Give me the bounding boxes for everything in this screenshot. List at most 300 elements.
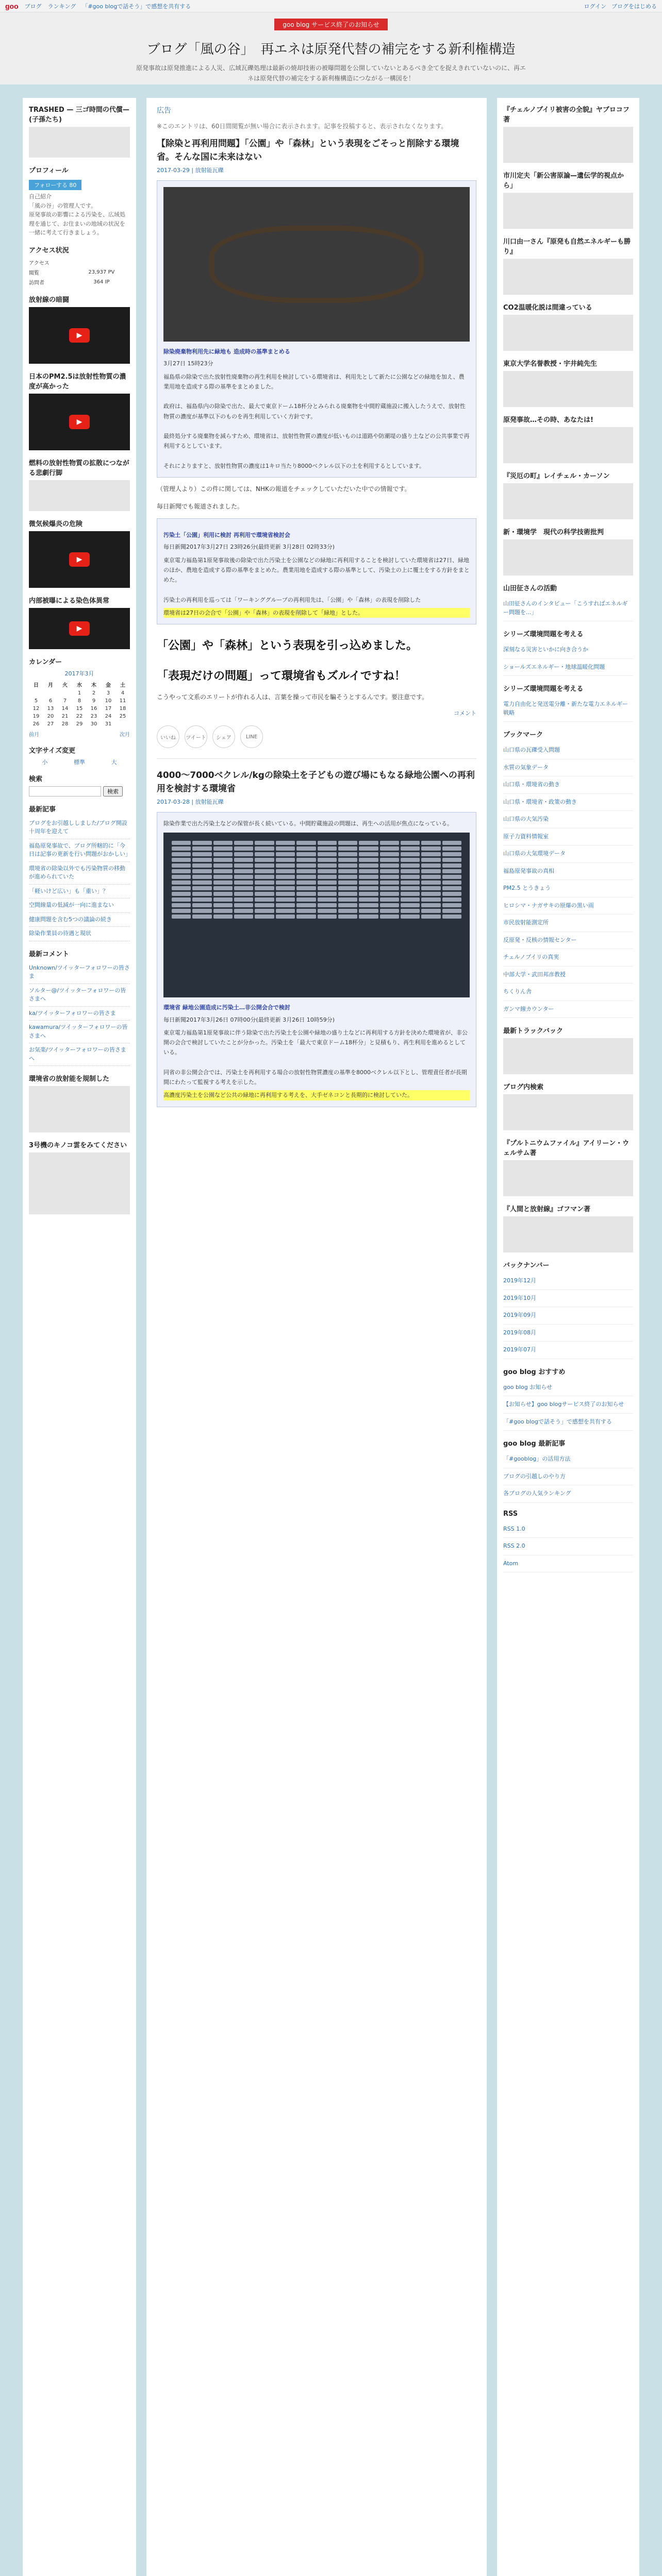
- photo-detail: [359, 886, 378, 890]
- photo-detail: [255, 880, 274, 885]
- video-thumbnail[interactable]: [29, 307, 130, 364]
- sidebar-link[interactable]: 山田征さんのインタビュー「こうすればエネルギー問題を...」: [503, 600, 628, 616]
- photo-detail: [421, 858, 440, 862]
- photo-detail: [359, 846, 378, 851]
- photo-detail: [296, 892, 316, 896]
- list-item: [503, 1290, 633, 1308]
- video-image[interactable]: [29, 480, 130, 511]
- video1-heading: 放射線の暗闘: [29, 296, 70, 304]
- photo-detail: [442, 892, 461, 896]
- photo-detail: [213, 903, 233, 907]
- photo-detail: [338, 869, 357, 873]
- photo-detail: [172, 880, 191, 885]
- calendar-day[interactable]: 28: [61, 721, 69, 727]
- post-date[interactable]: 2017-03-29 | 放射能瓦礫: [157, 167, 224, 174]
- quote-heading: 汚染土「公園」利用に検討 再利用で環境省検討会: [163, 532, 290, 539]
- comment-link[interactable]: コメント: [454, 710, 476, 717]
- photo-detail: [276, 875, 295, 879]
- photo-detail: [442, 841, 461, 845]
- photo-detail: [338, 880, 357, 885]
- list-item: [503, 659, 633, 676]
- list-item: [503, 880, 633, 897]
- quote-date: 毎日新聞2017年3月27日 23時26分(最終更新 3月28日 02時33分): [163, 544, 335, 551]
- post-body: （管理人より）この件に関しては、NHKの報道をチェックしていただいた中での情報です。: [157, 485, 411, 493]
- photo-detail: [338, 846, 357, 851]
- right-sidebar: [497, 98, 639, 2576]
- calendar-day[interactable]: 22: [76, 713, 83, 719]
- photo-detail: [359, 909, 378, 913]
- calendar-day-header: 土: [120, 682, 125, 688]
- photo-detail: [359, 858, 378, 862]
- recent-posts-list: [29, 817, 130, 941]
- quote-highlight: 環境省は27日の会合で「公園」や「森林」の表現を削除して「緑地」とした。: [163, 608, 470, 618]
- sidebar-link[interactable]: 「#goo blogで話そう」で感想を共有する: [503, 1418, 612, 1425]
- topbar-login-link[interactable]: ログイン: [584, 3, 606, 10]
- list-item: [503, 776, 633, 794]
- access-table: [29, 258, 130, 287]
- calendar-day[interactable]: 11: [119, 698, 126, 704]
- calendar-day[interactable]: 2: [92, 690, 96, 696]
- photo-detail: [338, 892, 357, 896]
- list-item: [503, 897, 633, 915]
- sidebar-link[interactable]: Atom: [503, 1560, 519, 1567]
- follow-count: 80: [69, 182, 77, 189]
- photo-detail: [213, 886, 233, 890]
- list-item: [503, 596, 633, 621]
- photo-detail: [276, 897, 295, 902]
- sidebar-link[interactable]: 原子力資料情報室: [503, 833, 549, 840]
- calendar-day[interactable]: 10: [105, 698, 112, 704]
- list-item: 福島原発事故で、ブログ所轄的に「今日は記事の更新を行い問題がおかしい」: [29, 839, 130, 862]
- sidebar-image[interactable]: [503, 1216, 633, 1252]
- photo-detail: [442, 875, 461, 879]
- calendar-day[interactable]: 17: [105, 705, 112, 711]
- sidebar-link[interactable]: RSS 2.0: [503, 1543, 525, 1549]
- photo-detail: [380, 858, 399, 862]
- photo-detail: [172, 841, 191, 845]
- calendar-day[interactable]: 24: [105, 713, 112, 719]
- calendar-day[interactable]: 12: [32, 705, 40, 711]
- photo-detail: [421, 903, 440, 907]
- photo-detail: [401, 875, 420, 879]
- blog-header: [0, 12, 662, 84]
- sidebar-section-heading: 『チェルノブイリ被害の全貌』ヤブロコフ著: [503, 106, 630, 124]
- list-item: [503, 1001, 633, 1019]
- photo-detail: [442, 914, 461, 919]
- photo-detail: [421, 863, 440, 868]
- photo-detail: [255, 846, 274, 851]
- photo-detail: [276, 909, 295, 913]
- recent-posts-heading: 最新記事: [29, 805, 56, 814]
- search-button[interactable]: 検索: [103, 786, 123, 796]
- photo-detail: [442, 897, 461, 902]
- photo-detail: [296, 880, 316, 885]
- photo-detail: [380, 886, 399, 890]
- sidebar-link[interactable]: ショールズエネルギー・地球温暖化問題: [503, 663, 605, 670]
- like-icon[interactable]: いいね: [157, 725, 179, 748]
- profile-header[interactable]: TRASHED — 三ゴ時間の代償—(子孫たち): [29, 106, 129, 124]
- sidebar-link[interactable]: 福島原発事故の真相: [503, 867, 554, 874]
- topbar-link-share[interactable]: 「#goo blogで話そう」で感想を共有する: [82, 3, 191, 10]
- list-item: お気楽/ツイッターフォロワーの皆さまへ: [29, 1043, 130, 1066]
- photo-detail: [255, 852, 274, 856]
- photo-detail: [401, 852, 420, 856]
- photo-detail: [401, 897, 420, 902]
- line-icon[interactable]: LINE: [240, 725, 263, 748]
- sidebar-section-heading: goo blog 最新記事: [503, 1440, 566, 1448]
- photo-detail: [359, 903, 378, 907]
- photo-detail: [276, 914, 295, 919]
- extra-heading: 3号機のキノコ雲をみてください: [29, 1142, 127, 1150]
- sidebar-image[interactable]: [503, 259, 633, 295]
- photo-detail: [296, 909, 316, 913]
- sidebar-link[interactable]: 2019年07月: [503, 1346, 536, 1353]
- photo-detail: [359, 841, 378, 845]
- access-row: [29, 258, 130, 267]
- calendar-day[interactable]: 6: [48, 698, 53, 704]
- sidebar-section-heading: 『プルトニウムファイル』アイリーン・ウェルサム著: [503, 1140, 630, 1157]
- calendar-day: [29, 689, 43, 697]
- calendar-day: [115, 720, 130, 728]
- photo-detail: [296, 863, 316, 868]
- photo-detail: [276, 863, 295, 868]
- photo-detail: [442, 846, 461, 851]
- photo-detail: [234, 914, 253, 919]
- sidebar-image[interactable]: [503, 483, 633, 519]
- video4-heading: 微気候爆炎の危険: [29, 520, 83, 528]
- font-standard-link[interactable]: 標準: [73, 758, 85, 766]
- play-icon: ▶: [69, 552, 90, 567]
- sidebar-image: [29, 1153, 130, 1214]
- photo-detail: [192, 863, 211, 868]
- goo-logo[interactable]: goo: [5, 2, 19, 10]
- photo-detail: [380, 852, 399, 856]
- photo-detail: [192, 869, 211, 873]
- calendar-day[interactable]: 30: [90, 721, 97, 727]
- sidebar-image[interactable]: [503, 539, 633, 575]
- list-item: [503, 949, 633, 967]
- photo-detail: [318, 863, 337, 868]
- calendar-day-header: 日: [34, 682, 39, 688]
- photo-detail: [192, 897, 211, 902]
- sidebar-link[interactable]: 山口県の瓦礫受入問題: [503, 747, 560, 753]
- emphasis-text: 「表現だけの問題」って環境省もズルイですね！: [157, 670, 406, 683]
- calendar-day[interactable]: 27: [47, 721, 54, 727]
- photo-detail: [442, 880, 461, 885]
- list-item: [503, 641, 633, 659]
- photo-detail: [401, 909, 420, 913]
- topbar-start-blog-link[interactable]: ブログをはじめる: [611, 3, 657, 10]
- photo-detail: [296, 858, 316, 862]
- list-item: 除染作業員の待遇と現状: [29, 927, 130, 941]
- calendar-day-header: 金: [106, 682, 111, 688]
- calendar-day-header: 水: [77, 682, 82, 688]
- service-end-notice[interactable]: goo blog サービス終了のお知らせ: [274, 19, 387, 30]
- calendar-day[interactable]: 7: [63, 698, 67, 704]
- photo-detail: [380, 914, 399, 919]
- list-item: [503, 1379, 633, 1397]
- sidebar-link[interactable]: 「#gooblog」の活用方法: [503, 1455, 571, 1462]
- access-value: [73, 258, 130, 267]
- sidebar-link[interactable]: 市民放射能測定所: [503, 919, 549, 926]
- photo-detail: [213, 892, 233, 896]
- calendar-day[interactable]: 26: [32, 721, 40, 727]
- sidebar-link[interactable]: ちくりん舎: [503, 988, 532, 995]
- sidebar-section-heading: シリーズ環境問題を考える: [503, 685, 584, 693]
- photo-detail: [213, 852, 233, 856]
- photo-detail: [234, 897, 253, 902]
- left-sidebar: [23, 98, 136, 2576]
- photo-detail: [318, 875, 337, 879]
- photo-detail: [359, 897, 378, 902]
- photo-detail: [338, 858, 357, 862]
- photo-detail: [338, 886, 357, 890]
- photo-detail: [213, 846, 233, 851]
- quote-text: 東京電力福島第1原発事故後の除染で出た汚染土を公園などの緑地に再利用することを検討していた環境省は27日、緑地のほか、農地を造成する際の基準をまとめた。農業用地を造成する際の基準として、汚染土の上に覆土をする方針をまとめた。 汚染土の再利用を巡っては「ワーキンググループの再利用先は、「公園」や「森林」の表現を削除した: [163, 556, 470, 603]
- calendar-next-link[interactable]: 次月: [120, 732, 130, 738]
- sidebar-link[interactable]: 山口県の大気汚染: [503, 816, 549, 822]
- photo-detail: [172, 846, 191, 851]
- list-item: [503, 1307, 633, 1325]
- photo-detail: [380, 875, 399, 879]
- photo-detail: [255, 892, 274, 896]
- calendar-day[interactable]: 16: [90, 705, 97, 711]
- sidebar-link[interactable]: 2019年08月: [503, 1329, 536, 1336]
- photo-detail: [318, 903, 337, 907]
- list-item: [503, 1396, 633, 1414]
- sidebar-image[interactable]: [503, 127, 633, 163]
- photo-detail: [421, 875, 440, 879]
- calendar-prev-link[interactable]: 前月: [29, 732, 39, 738]
- profile-heading: プロフィール: [29, 167, 69, 175]
- sidebar-link[interactable]: ガンマ線カウンター: [503, 1005, 554, 1012]
- list-item: kawamura/ツイッターフォロワーの皆さまへ: [29, 1021, 130, 1043]
- calendar-day[interactable]: 13: [47, 705, 54, 711]
- photo-detail: [234, 892, 253, 896]
- calendar-day[interactable]: 21: [61, 713, 69, 719]
- sidebar-link[interactable]: 2019年12月: [503, 1277, 536, 1284]
- photo-detail: [276, 846, 295, 851]
- calendar-day[interactable]: 1: [77, 690, 81, 696]
- recent-comments-list: [29, 961, 130, 1066]
- list-item: [503, 1414, 633, 1431]
- video-thumbnail[interactable]: [29, 394, 130, 450]
- follow-button[interactable]: フォローする 80: [29, 180, 81, 190]
- calendar-day[interactable]: 25: [119, 713, 126, 719]
- sidebar-link[interactable]: 深刻なる災害といかに向き合うか: [503, 646, 588, 653]
- photo-detail: [380, 897, 399, 902]
- photo-detail: [255, 914, 274, 919]
- sidebar-link[interactable]: goo blog お知らせ: [503, 1383, 552, 1391]
- sidebar-section-heading: ブックマーク: [503, 731, 543, 739]
- sidebar-image[interactable]: [503, 1038, 633, 1074]
- photo-detail: [192, 875, 211, 879]
- list-item: [503, 1521, 633, 1538]
- photo-detail: [421, 892, 440, 896]
- post-date[interactable]: 2017-03-28 | 放射能瓦礫: [157, 799, 224, 806]
- sidebar-section-heading: 東京大学名誉教授・宇井純先生: [503, 360, 598, 368]
- sidebar-link[interactable]: 山口県・環境省の動き: [503, 781, 560, 788]
- topbar-link-ranking[interactable]: ランキング: [47, 3, 76, 10]
- sidebar-link[interactable]: 2019年09月: [503, 1312, 536, 1318]
- calendar-day[interactable]: 18: [119, 705, 126, 711]
- photo-detail: [318, 846, 337, 851]
- photo-detail: [192, 914, 211, 919]
- quote-box: [157, 518, 476, 624]
- tweet-icon[interactable]: ツイート: [185, 725, 207, 748]
- recent-comments-heading: 最新コメント: [29, 950, 70, 958]
- photo-detail: [338, 897, 357, 902]
- photo-detail: [172, 903, 191, 907]
- calendar-day-header: 木: [91, 682, 96, 688]
- photo-detail: [213, 897, 233, 902]
- share-icon[interactable]: シェア: [212, 725, 235, 748]
- photo-detail: [421, 880, 440, 885]
- search-heading: 検索: [29, 775, 43, 783]
- photo-detail: [213, 858, 233, 862]
- photo-detail: [255, 841, 274, 845]
- sidebar-link[interactable]: ヒロシマ・ナガサキの原爆の黒い雨: [503, 902, 594, 909]
- font-large-link[interactable]: 大: [111, 758, 117, 766]
- photo-detail: [359, 892, 378, 896]
- photo-detail: [192, 841, 211, 845]
- post-title[interactable]: 【除染と再利用問題】「公園」や「森林」という表現をごそっと削除する環境省。そんな国に未来はない: [157, 139, 459, 162]
- photo-detail: [276, 869, 295, 873]
- photo-detail: [318, 869, 337, 873]
- list-item: [503, 967, 633, 984]
- sidebar-image[interactable]: [503, 193, 633, 229]
- calendar-day[interactable]: 8: [77, 698, 81, 704]
- sidebar-section-heading: 『人間と放射線』ゴフマン著: [503, 1206, 591, 1213]
- video-thumbnail[interactable]: [29, 608, 130, 649]
- topbar-link-blog[interactable]: ブログ: [24, 3, 42, 10]
- photo-detail: [338, 914, 357, 919]
- sidebar-link[interactable]: 中部大学・武田邦彦教授: [503, 971, 566, 978]
- access-row: [29, 267, 130, 277]
- access-value: 23,937 PV: [88, 269, 115, 275]
- photo-detail: [421, 886, 440, 890]
- photo-detail: [338, 841, 357, 845]
- photo-detail: [192, 858, 211, 862]
- sidebar-image[interactable]: [503, 371, 633, 407]
- list-item: ブログをお引越ししました/ブログ開設十周年を迎えて: [29, 817, 130, 839]
- photo-detail: [318, 892, 337, 896]
- calendar-day[interactable]: 15: [76, 705, 83, 711]
- sidebar-link[interactable]: 山口県・環境省・政策の動き: [503, 798, 577, 805]
- list-item: [503, 845, 633, 863]
- video-thumbnail[interactable]: [29, 531, 130, 588]
- calendar-day[interactable]: 29: [76, 721, 83, 727]
- search-input[interactable]: [29, 786, 101, 796]
- photo-detail: [318, 852, 337, 856]
- sidebar-link[interactable]: 【お知らせ】goo blogサービス終了のお知らせ: [503, 1401, 624, 1408]
- photo-detail: [421, 869, 440, 873]
- photo-detail: [234, 852, 253, 856]
- calendar-day[interactable]: 20: [47, 713, 54, 719]
- calendar-day[interactable]: 4: [121, 690, 125, 696]
- list-item: [503, 742, 633, 759]
- photo-detail: [192, 880, 211, 885]
- calendar-day[interactable]: 5: [34, 698, 38, 704]
- photo-detail: [338, 903, 357, 907]
- font-small-link[interactable]: 小: [42, 758, 48, 766]
- photo-detail: [192, 909, 211, 913]
- list-item: [503, 759, 633, 777]
- post-title[interactable]: 4000〜7000ベクレル/kgの除染土を子どもの遊び場にもなる緑地公園への再利用を検討する環境省: [157, 770, 475, 794]
- list-item: 健康問題を含む5つの議論の続き: [29, 913, 130, 927]
- photo-detail: [296, 897, 316, 902]
- sidebar-image[interactable]: [503, 1160, 633, 1196]
- post-note: 毎日新聞でも報道されました。: [157, 502, 244, 510]
- sidebar-section-heading: goo blog おすすめ: [503, 1368, 566, 1376]
- video5-heading: 内部被曝による染色体異常: [29, 597, 110, 605]
- inactivity-notice: ※このエントリは、60日間閲覧が無い場合に表示されます。記事を投稿すると、表示されなくなります。: [157, 123, 448, 130]
- calendar-day[interactable]: 14: [61, 705, 69, 711]
- photo-detail: [318, 886, 337, 890]
- calendar-day-header: 火: [62, 682, 68, 688]
- sidebar-link[interactable]: 山口県の大気環境データ: [503, 850, 566, 857]
- calendar-day[interactable]: 31: [105, 721, 112, 727]
- sidebar-image[interactable]: [503, 315, 633, 351]
- photo-detail: [296, 852, 316, 856]
- photo-detail: [421, 852, 440, 856]
- list-item: ソルター@/ツイッターフォロワーの皆さまへ: [29, 984, 130, 1007]
- top-bar: [0, 0, 662, 12]
- sidebar-image[interactable]: [503, 1094, 633, 1130]
- list-item: [503, 932, 633, 950]
- quote-intro: 除染作業で出た汚染土などの保管が長く続いている。中間貯蔵施設の問題は、再生への活用が焦点になっている。: [163, 820, 453, 827]
- photo-detail: [255, 886, 274, 890]
- photo-detail: [401, 903, 420, 907]
- sidebar-link[interactable]: PM2.5 とうきょう: [503, 885, 551, 891]
- font-size-heading: 文字サイズ変更: [29, 747, 75, 755]
- photo-detail: [318, 880, 337, 885]
- calendar-day[interactable]: 19: [32, 713, 40, 719]
- photo-detail: [213, 880, 233, 885]
- photo-detail: [234, 863, 253, 868]
- calendar-day[interactable]: 23: [90, 713, 97, 719]
- sidebar-link[interactable]: 電力自由化と発送電分離・新たな電力エネルギー戦略: [503, 701, 628, 716]
- photo-detail: [213, 869, 233, 873]
- photo-detail: [318, 858, 337, 862]
- photo-detail: [296, 914, 316, 919]
- share-icons: [157, 725, 476, 748]
- sidebar-link[interactable]: 各ブログの人気ランキング: [503, 1490, 571, 1497]
- sidebar-link[interactable]: チェルノブイリの真実: [503, 954, 559, 960]
- sidebar-link[interactable]: 水質の気象データ: [503, 764, 549, 771]
- sidebar-link[interactable]: RSS 1.0: [503, 1525, 525, 1532]
- photo-detail: [255, 863, 274, 868]
- access-label: 訪問者: [29, 280, 44, 286]
- photo-detail: [442, 869, 461, 873]
- sidebar-section-heading: 原発事故…その時、あなたは!: [503, 416, 593, 424]
- calendar-day[interactable]: 3: [106, 690, 110, 696]
- sidebar-image[interactable]: [503, 427, 633, 463]
- calendar-day[interactable]: 9: [92, 698, 96, 704]
- calendar-table: [29, 680, 130, 728]
- list-item: [503, 696, 633, 722]
- sidebar-link[interactable]: ブログの引越しのやり方: [503, 1472, 566, 1480]
- blog-title[interactable]: ブログ「風の谷」 再エネは原発代替の補完をする新利権構造: [146, 42, 516, 57]
- photo-detail: [172, 852, 191, 856]
- photo-detail: [234, 869, 253, 873]
- photo-detail: [172, 892, 191, 896]
- sidebar-link[interactable]: 反原発・反核の情報センター: [503, 936, 577, 943]
- sidebar-link[interactable]: 2019年10月: [503, 1294, 536, 1301]
- photo-detail: [172, 858, 191, 862]
- quote-date: 毎日新聞2017年3月26日 07時00分(最終更新 3月26日 10時59分): [163, 1016, 335, 1023]
- quote-highlight: 高濃度汚染土を公園など公共の緑地に再利用する考えを、大手ゼネコンと長期的に検討していた。: [163, 1090, 470, 1100]
